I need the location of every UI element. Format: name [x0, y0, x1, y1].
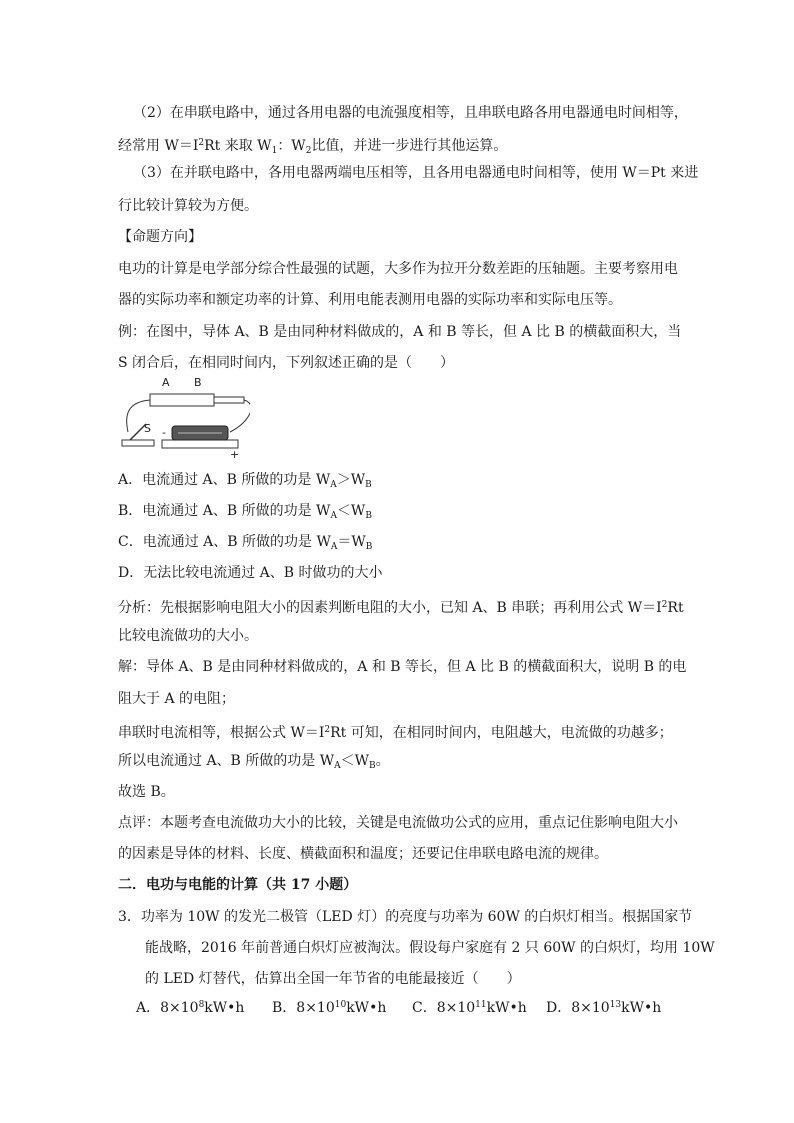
label-a: A	[162, 376, 170, 389]
paragraph-2-line-2: 经常用 $W=I^2Rt$ 来取 $W_1$：$W_2$比值，并进一步进行其他运算。	[118, 138, 508, 156]
label-minus: -	[162, 426, 166, 439]
question-3-option-a: A．$8\times 10^8kW•h$	[136, 1000, 245, 1016]
option-d: D．无法比较电流通过 A、B 时做功的大小	[118, 565, 383, 581]
solution-line-1: 解：导体 A、B 是由同种材料做成的，A 和 B 等长，但 A 比 B 的横截面积大，说明 B 的电	[118, 659, 687, 675]
direction-line-2: 器的实际功率和额定功率的计算、利用电能表测用电器的实际功率和实际电压等。	[118, 292, 622, 308]
section-heading: 【命题方向】	[118, 229, 202, 245]
option-c: C．电流通过 A、B 所做的功是 $W_A=W_B$	[118, 534, 373, 552]
question-3-option-c: C．$8\times 10^{11}kW•h$	[412, 1000, 527, 1016]
section-2-heading: 二．电功与电能的计算（共 17 小题）	[118, 877, 358, 893]
comment-line-1: 点评：本题考查电流做功大小的比较，关键是电流做功公式的应用，重点记住影响电阻大小	[118, 815, 678, 831]
solution-line-3: 串联时电流相等，根据公式 $W=I^2Rt$ 可知，在相同时间内，电阻越大，电流做的功越多；	[118, 725, 673, 741]
paragraph-3-line-1: （3）在并联电路中，各用电器两端电压相等，且各用电器通电时间相等，使用 W＝Pt 来进	[133, 165, 699, 181]
analysis-line-1: 分析：先根据影响电阻大小的因素判断电阻的大小，已知 A、B 串联；再利用公式 $W=I^2Rt$	[118, 600, 684, 616]
conductor-b	[214, 397, 244, 403]
circuit-figure	[118, 374, 250, 460]
question-3-line-2: 能战略，2016 年前普通白炽灯应被淘汰。假设每户家庭有 2 只 60W 的白炽灯，均用 10W	[145, 940, 715, 956]
switch-base	[122, 440, 154, 446]
example-line-1: 例：在图中，导体 A、B 是由同种材料做成的，A 和 B 等长，但 A 比 B 的横截面积大，当	[118, 324, 682, 340]
label-s: S	[144, 422, 151, 435]
option-a: A．电流通过 A、B 所做的功是 $W_A>W_B$	[118, 472, 372, 490]
wire-right	[230, 400, 250, 432]
option-b: B．电流通过 A、B 所做的功是 $W_A<W_B$	[118, 503, 372, 521]
paragraph-2-line-1: （2）在串联电路中，通过各用电器的电流强度相等，且串联电路各用电器通电时间相等，	[133, 105, 688, 121]
question-3-line-3: 的 LED 灯替代，估算出全国一年节省的电能最接近（ ）	[145, 971, 521, 987]
label-plus: +	[230, 448, 240, 460]
solution-line-2: 阻大于 A 的电阻；	[118, 691, 236, 707]
question-3-option-b: B．$8\times 10^{10}kW•h$	[272, 1000, 387, 1016]
label-b: B	[194, 376, 202, 389]
solution-answer: 故选 B。	[118, 784, 175, 800]
conductor-a	[150, 394, 214, 406]
paragraph-3-line-2: 行比较计算较为方便。	[118, 198, 258, 214]
question-3-option-d: D．$8\times 10^{13}kW•h$	[546, 1000, 662, 1016]
analysis-line-2: 比较电流做功的大小。	[118, 628, 258, 644]
direction-line-1: 电功的计算是电学部分综合性最强的试题，大多作为拉开分数差距的压轴题。主要考察用电	[118, 261, 678, 277]
battery-base	[162, 440, 238, 448]
solution-line-4: 所以电流通过 A、B 所做的功是 $W_A<W_B$。	[118, 753, 390, 771]
example-line-2: S 闭合后，在相同时间内，下列叙述正确的是（ ）	[118, 355, 455, 371]
question-3-line-1: 3．功率为 10W 的发光二极管（LED 灯）的亮度与功率为 60W 的白炽灯相当。根据国家节	[118, 909, 693, 925]
comment-line-2: 的因素是导体的材料、长度、横截面积和温度；还要记住串联电路电流的规律。	[118, 846, 608, 862]
